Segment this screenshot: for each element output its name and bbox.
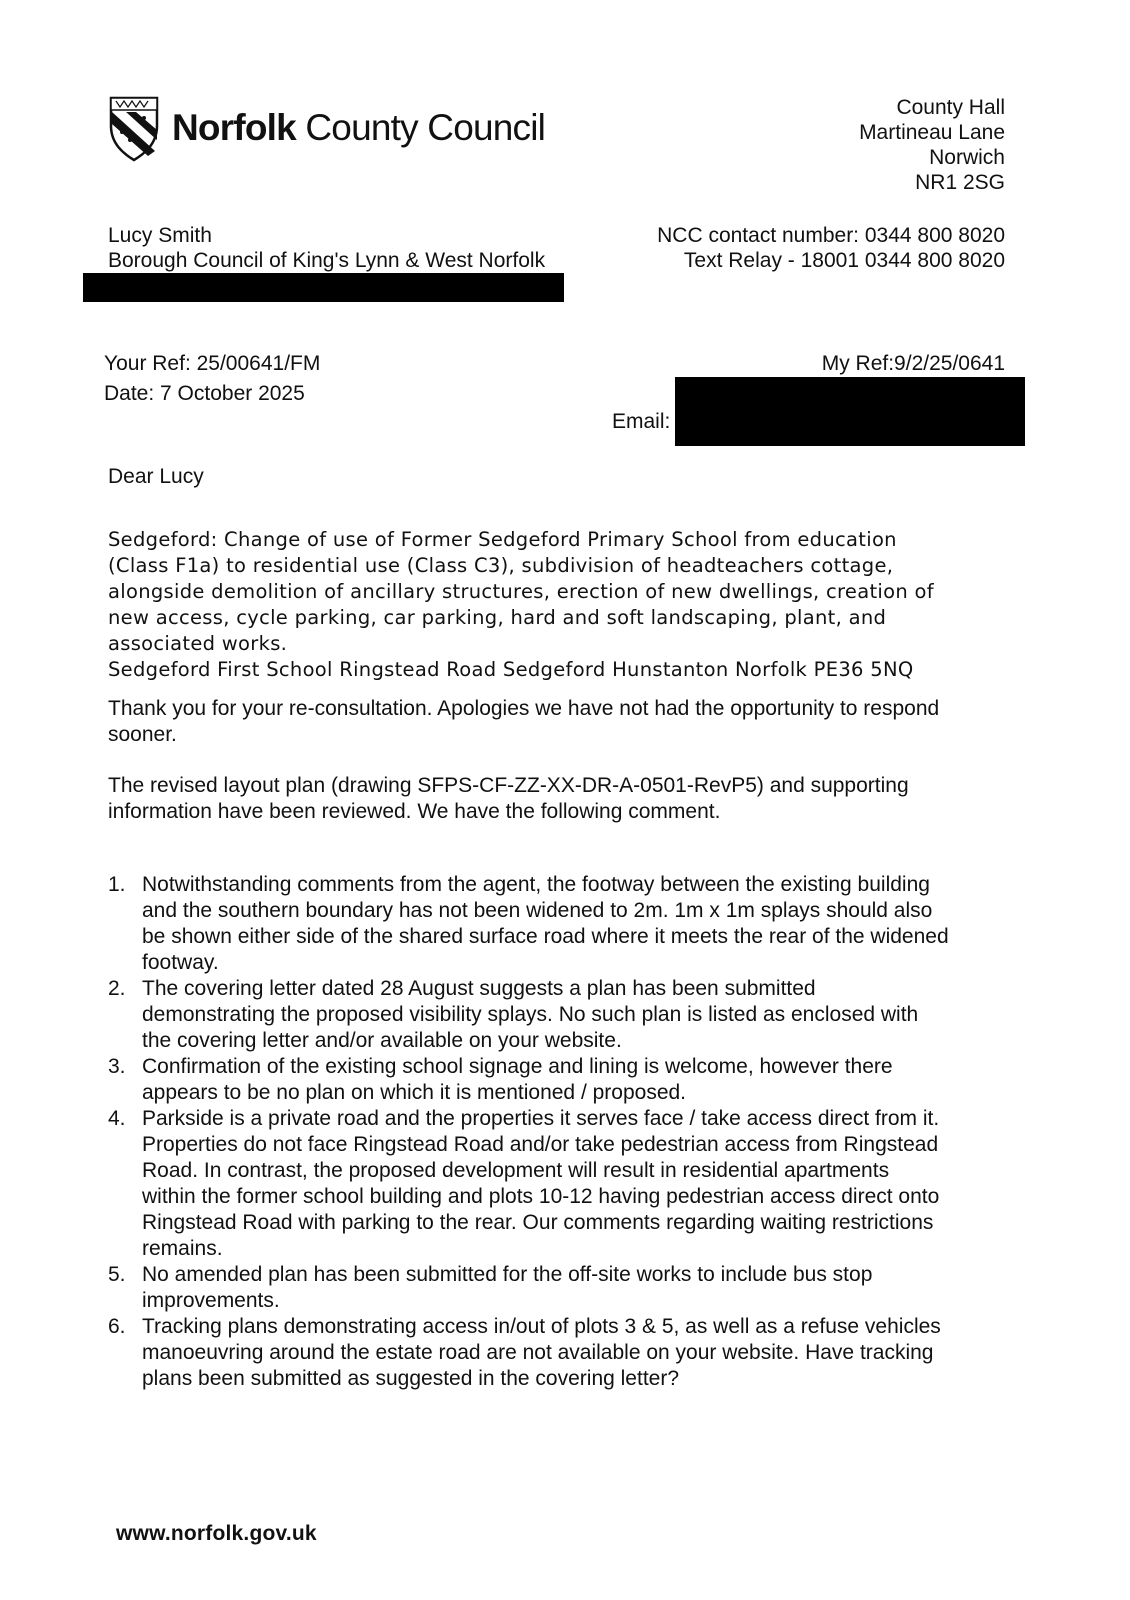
salutation: Dear Lucy bbox=[108, 465, 204, 488]
item-line: be shown either side of the shared surface road where it meets the rear of the widened bbox=[142, 925, 949, 948]
item-line: and the southern boundary has not been widened to 2m. 1m x 1m splays should also bbox=[142, 899, 933, 922]
item-line: Properties do not face Ringstead Road and/or take pedestrian access from Ringstead bbox=[142, 1133, 939, 1156]
brand-rest: County Council bbox=[295, 107, 546, 148]
item-number: 2. bbox=[108, 977, 126, 1000]
item-line: Ringstead Road with parking to the rear. Our comments regarding waiting restrictions bbox=[142, 1211, 934, 1234]
redacted-address bbox=[83, 273, 564, 302]
address-line: Martineau Lane bbox=[859, 121, 1005, 144]
address-line: NR1 2SG bbox=[915, 171, 1005, 194]
subject-line: Sedgeford: Change of use of Former Sedgeford Primary School from education bbox=[108, 528, 897, 551]
brand-bold: Norfolk bbox=[172, 107, 296, 148]
subject-line: alongside demolition of ancillary structures, erection of new dwellings, creation of bbox=[108, 580, 934, 603]
address-line: Norwich bbox=[929, 146, 1005, 169]
footer-website: www.norfolk.gov.uk bbox=[116, 1522, 317, 1545]
item-line: Tracking plans demonstrating access in/out of plots 3 & 5, as well as a refuse vehicles bbox=[142, 1315, 941, 1338]
paragraph-line: information have been reviewed. We have the following comment. bbox=[108, 800, 721, 823]
item-number: 4. bbox=[108, 1107, 126, 1130]
contact-number: NCC contact number: 0344 800 8020 bbox=[657, 224, 1005, 247]
item-line: Confirmation of the existing school signage and lining is welcome, however there bbox=[142, 1055, 893, 1078]
subject-line: new access, cycle parking, car parking, hard and soft landscaping, plant, and bbox=[108, 606, 887, 629]
email-label: Email: bbox=[612, 410, 671, 433]
redacted-email bbox=[675, 377, 1025, 446]
text-relay-number: Text Relay - 18001 0344 800 8020 bbox=[683, 249, 1005, 272]
item-line: plans been submitted as suggested in the covering letter? bbox=[142, 1367, 680, 1390]
my-ref: My Ref:9/2/25/0641 bbox=[821, 352, 1005, 375]
item-line: No amended plan has been submitted for the off-site works to include bus stop bbox=[142, 1263, 873, 1286]
item-line: manoeuvring around the estate road are not available on your website. Have tracking bbox=[142, 1341, 934, 1364]
item-line: Road. In contrast, the proposed development will result in residential apartments bbox=[142, 1159, 890, 1182]
council-wordmark bbox=[172, 106, 545, 150]
recipient-organisation: Borough Council of King's Lynn & West Norfolk bbox=[108, 249, 546, 272]
subject-line: Sedgeford First School Ringstead Road Sedgeford Hunstanton Norfolk PE36 5NQ bbox=[108, 658, 914, 681]
sender-address bbox=[859, 95, 1005, 195]
item-line: Notwithstanding comments from the agent, the footway between the existing building bbox=[142, 873, 930, 896]
paragraph-line: sooner. bbox=[108, 723, 177, 746]
recipient-name: Lucy Smith bbox=[108, 224, 212, 247]
subject-line: (Class F1a) to residential use (Class C3), subdivision of headteachers cottage, bbox=[108, 554, 894, 577]
item-line: The covering letter dated 28 August suggests a plan has been submitted bbox=[142, 977, 816, 1000]
item-line: demonstrating the proposed visibility splays. No such plan is listed as enclosed with bbox=[142, 1003, 919, 1026]
council-shield-icon bbox=[108, 96, 160, 162]
item-number: 6. bbox=[108, 1315, 126, 1338]
item-line: remains. bbox=[142, 1237, 223, 1260]
list-item bbox=[108, 1262, 1048, 1314]
item-number: 3. bbox=[108, 1055, 126, 1078]
address-line: County Hall bbox=[896, 96, 1005, 119]
list-item bbox=[108, 872, 1048, 976]
item-number: 5. bbox=[108, 1263, 126, 1286]
letter-date: Date: 7 October 2025 bbox=[104, 382, 305, 405]
paragraph-line: The revised layout plan (drawing SFPS-CF-ZZ-XX-DR-A-0501-RevP5) and supporting bbox=[108, 774, 909, 797]
item-number: 1. bbox=[108, 873, 126, 896]
subject-line: associated works. bbox=[108, 632, 288, 655]
comments-list bbox=[108, 872, 1048, 1392]
list-item bbox=[108, 1106, 1048, 1262]
list-item bbox=[108, 1054, 1048, 1106]
list-item bbox=[108, 976, 1048, 1054]
intro-paragraph bbox=[108, 696, 1038, 748]
item-line: appears to be no plan on which it is mentioned / proposed. bbox=[142, 1081, 687, 1104]
item-line: within the former school building and plots 10-12 having pedestrian access direct onto bbox=[142, 1185, 940, 1208]
paragraph-line: Thank you for your re-consultation. Apologies we have not had the opportunity to respond bbox=[108, 697, 940, 720]
item-line: improvements. bbox=[142, 1289, 280, 1312]
item-line: footway. bbox=[142, 951, 219, 974]
item-line: Parkside is a private road and the properties it serves face / take access direct from it. bbox=[142, 1107, 940, 1130]
recipient-block bbox=[108, 223, 545, 273]
review-paragraph bbox=[108, 773, 1038, 825]
subject-block bbox=[108, 527, 1058, 683]
your-ref: Your Ref: 25/00641/FM bbox=[104, 352, 321, 375]
list-item bbox=[108, 1314, 1048, 1392]
council-logo bbox=[108, 96, 548, 162]
contact-block bbox=[657, 223, 1005, 273]
item-line: the covering letter and/or available on your website. bbox=[142, 1029, 622, 1052]
